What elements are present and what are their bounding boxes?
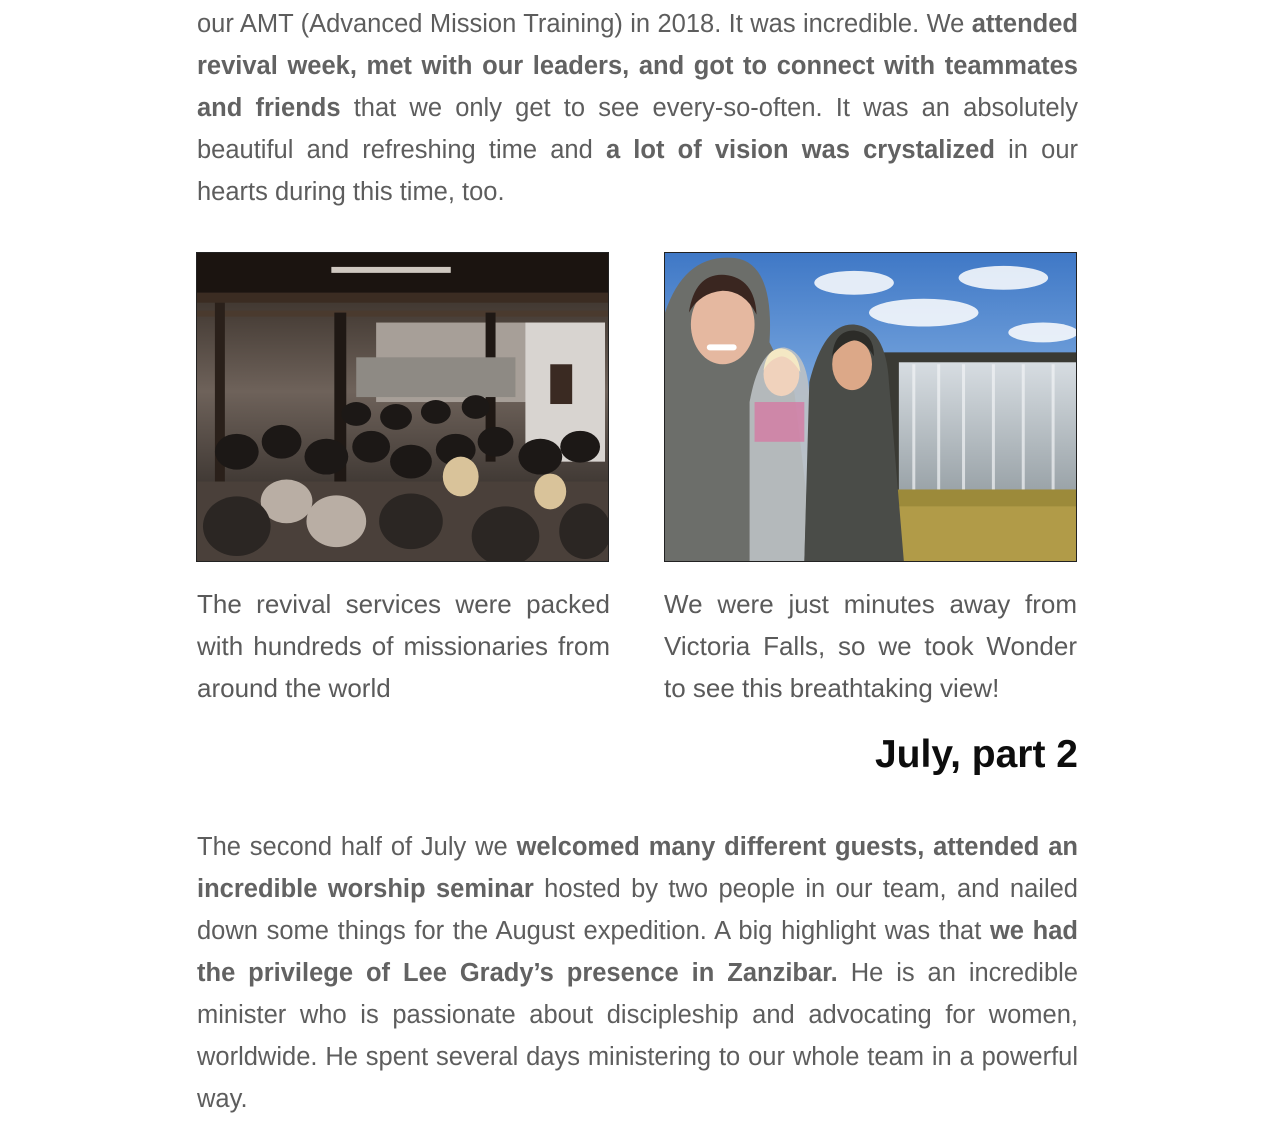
revival-service-photo-image xyxy=(197,253,608,561)
intro-text-3: in our hearts during this time, too. xyxy=(197,136,1078,206)
revival-photo-caption: The revival services were packed with hundreds of missionaries from around the world xyxy=(197,589,610,703)
body2-bold-2: we had the privilege of Lee Grady’s presence in Zanzibar. xyxy=(197,917,1078,987)
revival-service-photo xyxy=(196,252,609,562)
july-part2-paragraph xyxy=(197,826,1078,1120)
body2-text-2: hosted by two people in our team, and nailed down some things for the August expedition. A big highlight was that xyxy=(197,875,1078,945)
victoria-falls-photo-image xyxy=(665,253,1076,561)
intro-bold-2: a lot of vision was crystalized xyxy=(605,136,995,164)
body2-text-1: The second half of July we xyxy=(197,833,517,861)
body2-text-3: He is an incredible minister who is passionate about discipleship and advocating for women, worldwide. He spent several days ministering to our whole team in a powerful way. xyxy=(197,959,1078,1113)
intro-paragraph xyxy=(197,3,1078,213)
body2-bold-1: welcomed many different guests, attended an incredible worship seminar xyxy=(197,833,1078,903)
intro-text-2: that we only get to see every-so-often. It was an absolutely beautiful and refreshing time and xyxy=(197,94,1078,164)
intro-bold-1: attended revival week, met with our leaders, and got to connect with teammates and friends xyxy=(197,10,1078,122)
falls-photo-caption: We were just minutes away from Victoria Falls, so we took Wonder to see this breathtaking view! xyxy=(664,589,1077,703)
victoria-falls-photo xyxy=(664,252,1077,562)
section-heading: July, part 2 xyxy=(874,733,1078,776)
intro-text-1: our AMT (Advanced Mission Training) in 2018. It was incredible. We xyxy=(197,10,972,38)
